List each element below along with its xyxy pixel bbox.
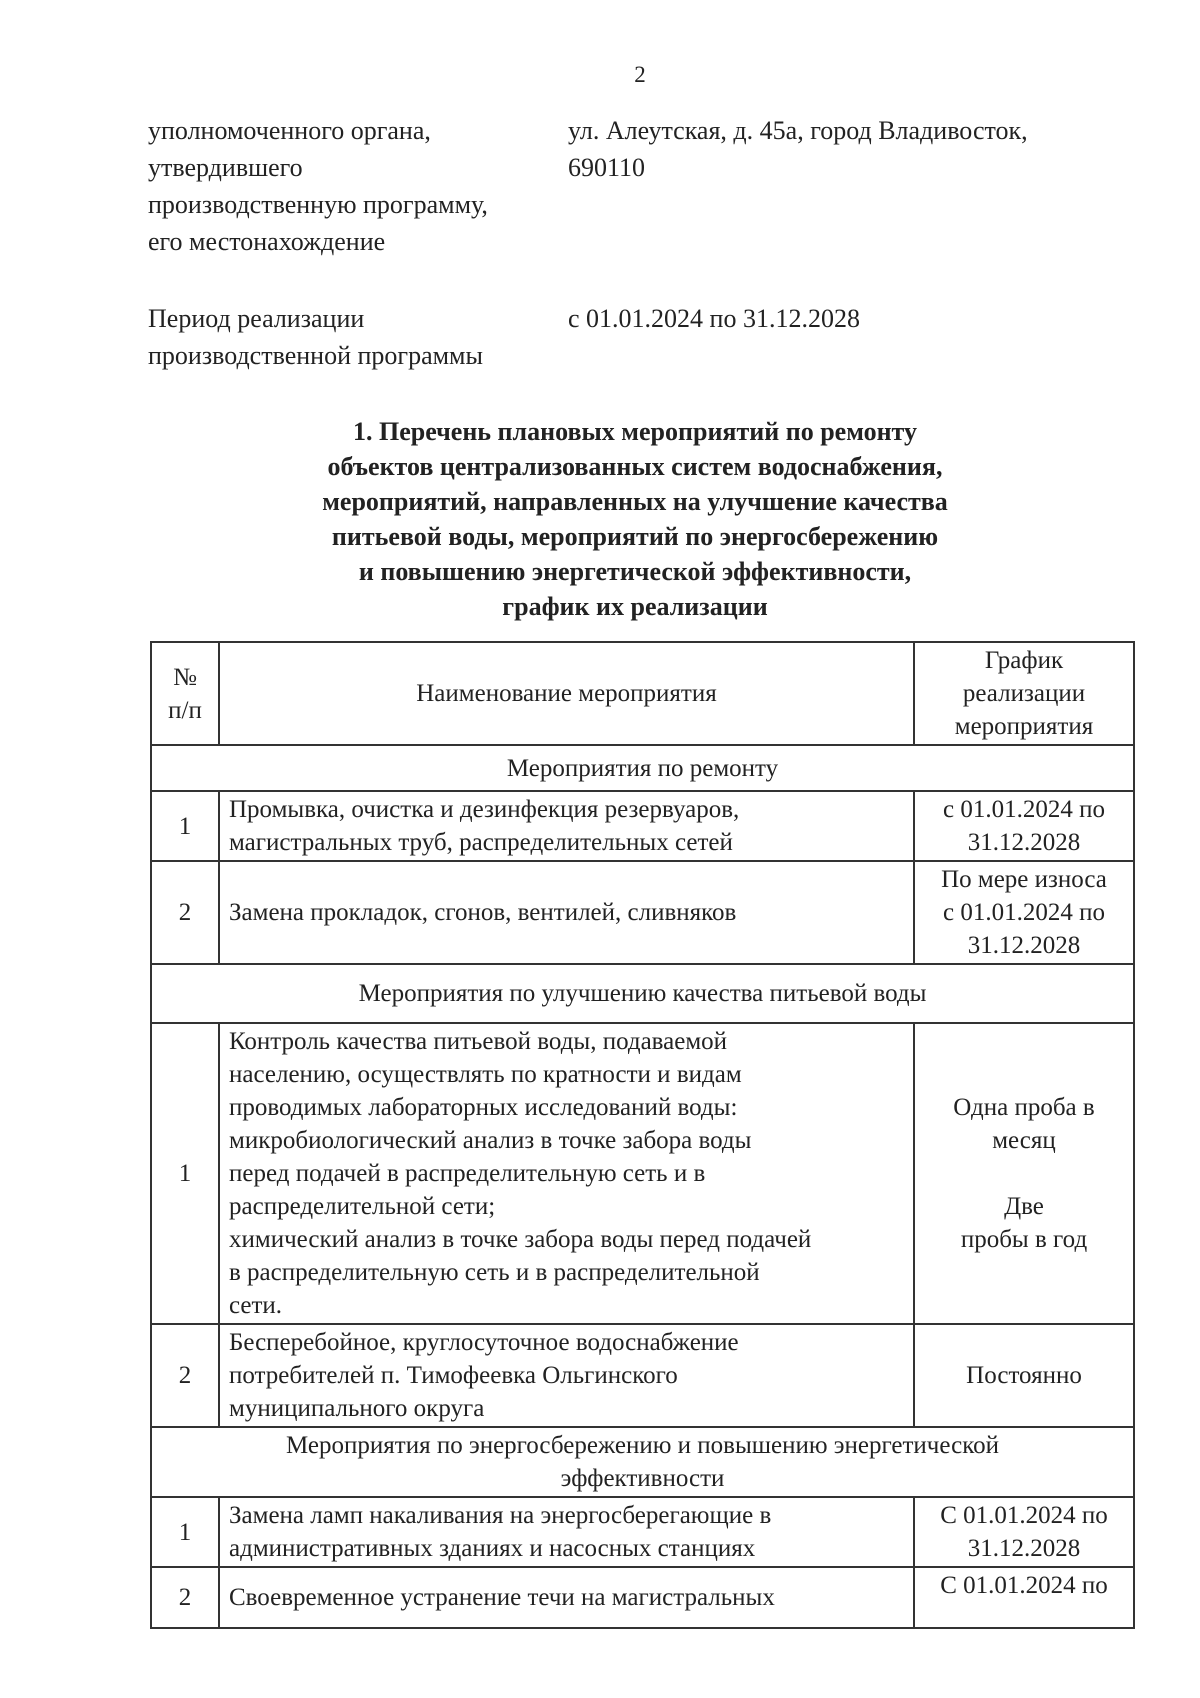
info-label-line: уполномоченного органа, <box>148 116 431 145</box>
header-name-cell: Наименование мероприятия <box>219 642 914 745</box>
row-schedule <box>914 1497 1134 1567</box>
row-name-line: перед подачей в распределительную сеть и в <box>229 1160 706 1187</box>
row-schedule-line: месяц <box>992 1127 1056 1154</box>
row-num: 2 <box>151 1567 219 1628</box>
row-schedule-line: 31.12.2028 <box>967 829 1081 856</box>
row-schedule <box>914 861 1134 964</box>
section-title <box>151 1427 1134 1497</box>
info-label <box>148 300 568 374</box>
row-schedule-line: 31.12.2028 <box>967 932 1081 959</box>
heading-line: объектов централизованных систем водоснабжения, <box>327 452 943 481</box>
row-name-line: населению, осуществлять по кратности и видам <box>229 1061 742 1088</box>
row-name-line: микробиологический анализ в точке забора воды <box>229 1127 752 1154</box>
row-schedule-line: С 01.01.2024 по <box>940 1572 1108 1599</box>
info-label-line: Период реализации <box>148 304 365 333</box>
header-schedule-line: реализации <box>962 680 1086 707</box>
table-row <box>151 1497 1134 1567</box>
section-row-repair <box>151 745 1134 791</box>
row-name-line: потребителей п. Тимофеевка Ольгинского <box>229 1362 678 1389</box>
info-label-line: производственной программы <box>148 341 483 370</box>
heading-line: и повышению энергетической эффективности, <box>358 557 912 586</box>
header-num-cell <box>151 642 219 745</box>
row-name <box>219 1023 914 1324</box>
row-name-line: в распределительную сеть и в распределительной <box>229 1259 760 1286</box>
row-name-line: Бесперебойное, круглосуточное водоснабжение <box>229 1329 739 1356</box>
info-label-line: утвердившего <box>148 153 303 182</box>
row-schedule-line: С 01.01.2024 по <box>940 1502 1108 1529</box>
header-schedule-cell <box>914 642 1134 745</box>
row-name-line: сети. <box>229 1292 283 1319</box>
info-value <box>568 300 1108 374</box>
info-value-line: с 01.01.2024 по 31.12.2028 <box>568 304 860 333</box>
section-row-energy-saving <box>151 1427 1134 1497</box>
row-schedule-line: с 01.01.2024 по <box>943 899 1105 926</box>
row-name <box>219 861 914 964</box>
row-name-line: муниципального округа <box>229 1395 485 1422</box>
header-num-line: п/п <box>168 696 202 724</box>
info-value-line: ул. Алеутская, д. 45а, город Владивосток, <box>568 116 1028 145</box>
row-name-line: Своевременное устранение течи на магистральных <box>229 1584 775 1611</box>
row-name <box>219 1567 914 1628</box>
row-num: 1 <box>151 1497 219 1567</box>
info-label-line: его местонахождение <box>148 227 386 256</box>
table-row <box>151 1324 1134 1427</box>
header-schedule-line: мероприятия <box>954 713 1094 740</box>
row-name-line: Контроль качества питьевой воды, подаваемой <box>229 1028 728 1055</box>
row-name-line: административных зданиях и насосных станциях <box>229 1535 756 1562</box>
row-name-line: Промывка, очистка и дезинфекция резервуаров, <box>229 796 740 823</box>
row-schedule-line: Одна проба в <box>953 1094 1095 1121</box>
row-schedule-line: Постоянно <box>966 1362 1082 1389</box>
row-schedule <box>914 1023 1134 1324</box>
row-name <box>219 791 914 861</box>
info-label-line: производственную программу, <box>148 190 488 219</box>
heading-line: график их реализации <box>502 592 768 621</box>
info-row-authority <box>148 112 1108 260</box>
page-number: 2 <box>634 62 646 87</box>
section-heading <box>140 414 1130 624</box>
row-name <box>219 1324 914 1427</box>
section-title <box>151 964 1134 1023</box>
table-row <box>151 861 1134 964</box>
info-value-line: 690110 <box>568 153 646 182</box>
table-row <box>151 791 1134 861</box>
info-value <box>568 112 1108 260</box>
header-num-line: № <box>173 663 197 691</box>
table-row <box>151 1567 1134 1628</box>
section-title-line: Мероприятия по энергосбережению и повышению энергетической <box>286 1432 999 1459</box>
section-row-water-quality <box>151 964 1134 1023</box>
section-title-line: Мероприятия по улучшению качества питьевой воды <box>358 980 927 1007</box>
row-name <box>219 1497 914 1567</box>
row-schedule <box>914 1567 1134 1628</box>
header-schedule-line: График <box>984 647 1064 674</box>
row-num: 1 <box>151 791 219 861</box>
row-name-line: магистральных труб, распределительных сетей <box>229 829 733 856</box>
info-label <box>148 112 568 260</box>
row-schedule <box>914 791 1134 861</box>
row-schedule-line: пробы в год <box>960 1226 1088 1253</box>
section-title-line: эффективности <box>560 1465 725 1492</box>
row-num: 2 <box>151 861 219 964</box>
row-schedule-gap <box>924 1157 1124 1190</box>
info-row-period <box>148 300 1108 374</box>
row-schedule-line: с 01.01.2024 по <box>943 796 1105 823</box>
section-title-line: Мероприятия по ремонту <box>506 754 779 782</box>
row-name-line: распределительной сети; <box>229 1193 496 1220</box>
activities-table <box>150 641 1135 1629</box>
row-name-line: химический анализ в точке забора воды перед подачей <box>229 1226 812 1253</box>
table-row <box>151 1023 1134 1324</box>
row-num: 2 <box>151 1324 219 1427</box>
heading-line: питьевой воды, мероприятий по энергосбережению <box>331 522 939 551</box>
row-schedule-line: Две <box>1004 1193 1044 1220</box>
row-schedule-line: 31.12.2028 <box>967 1535 1081 1562</box>
row-schedule <box>914 1324 1134 1427</box>
row-name-line: Замена прокладок, сгонов, вентилей, сливняков <box>229 899 737 926</box>
row-name-line: проводимых лабораторных исследований воды: <box>229 1094 738 1121</box>
row-name-line: Замена ламп накаливания на энергосберегающие в <box>229 1502 772 1529</box>
row-schedule-line: По мере износа <box>941 866 1107 893</box>
table-header-row <box>151 642 1134 745</box>
heading-line: 1. Перечень плановых мероприятий по ремонту <box>353 417 917 446</box>
section-title <box>151 745 1134 791</box>
row-num: 1 <box>151 1023 219 1324</box>
heading-line: мероприятий, направленных на улучшение качества <box>322 487 948 516</box>
